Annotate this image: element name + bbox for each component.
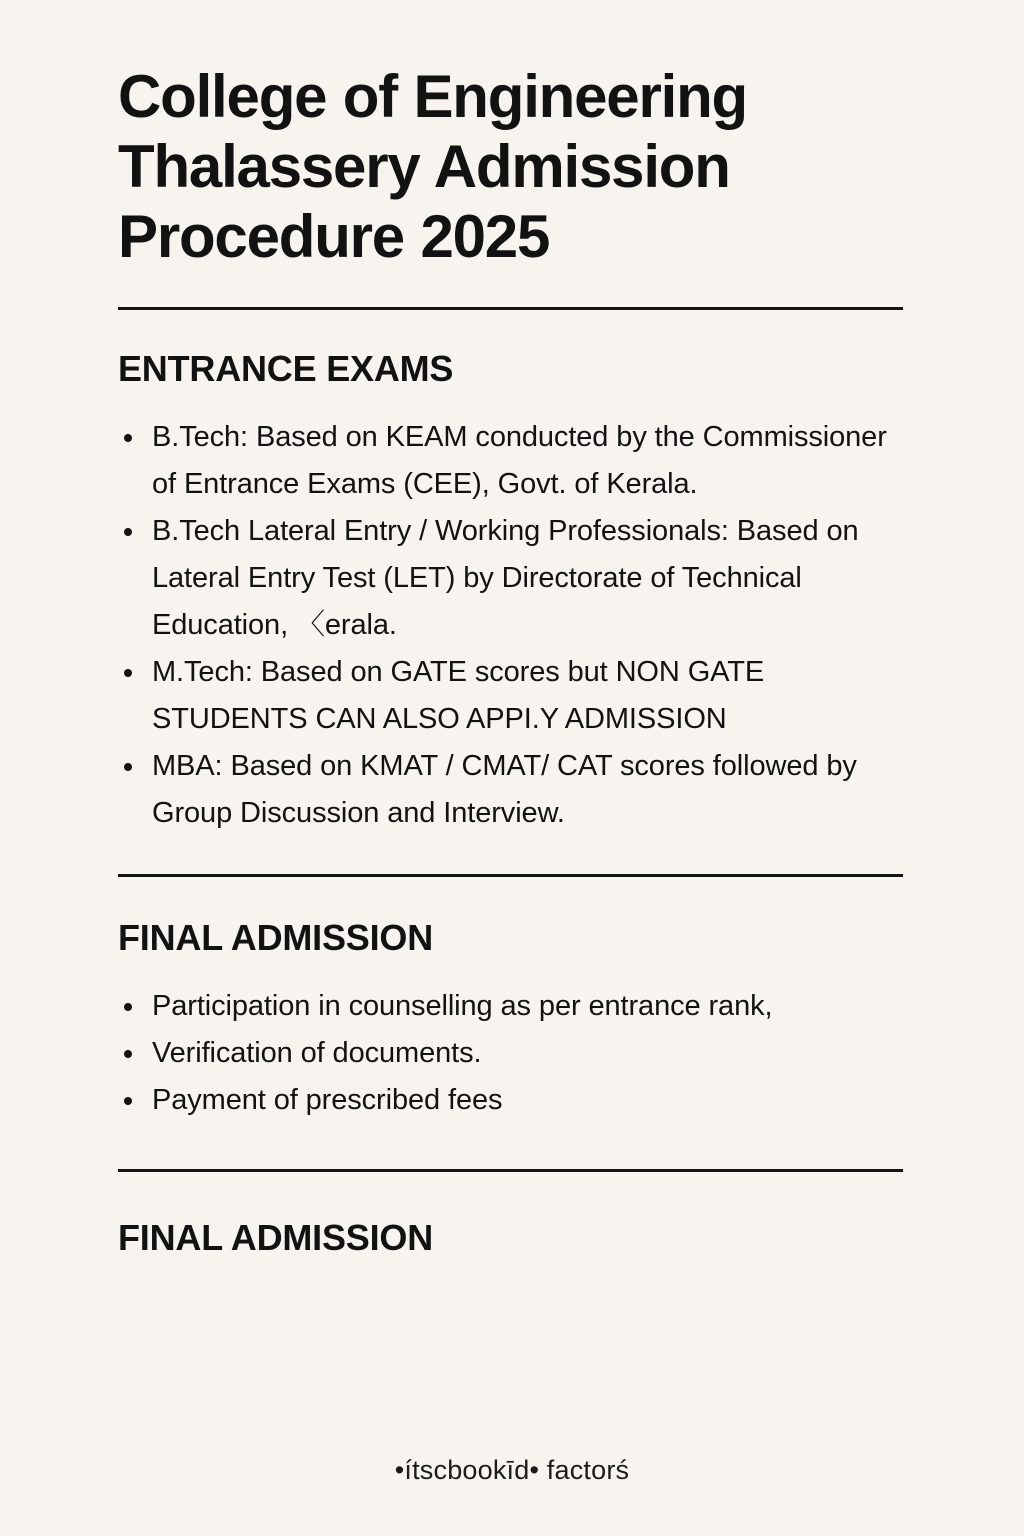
list-item: MBA: Based on KMAT / CMAT/ CAT scores followed by Group Discussion and Interview.: [118, 743, 906, 837]
section-heading-entrance-exams: ENTRANCE EXAMS: [118, 347, 454, 389]
section-heading-final-admission: FINAL ADMISSION: [118, 916, 434, 958]
footer-watermark: •ítscbookīd• factorś: [394, 1455, 630, 1485]
page-title: College of Engineering Thalassery Admission Procedure 2025: [118, 63, 747, 271]
entrance-exams-list: [118, 388, 906, 837]
list-item: M.Tech: Based on GATE scores but NON GATE STUDENTS CAN ALSO APPI.Y ADMISSION: [118, 649, 906, 743]
list-item: Payment of prescribed fees: [118, 1077, 906, 1124]
list-item: Participation in counselling as per entrance rank,: [118, 983, 906, 1030]
list-item: B.Tech Lateral Entry / Working Professionals: Based on Lateral Entry Test (LET) by Directorate of Technical Education, 〈erala.: [118, 508, 906, 649]
final-admission-list: [118, 957, 906, 1124]
list-item: Verification of documents.: [118, 1030, 906, 1077]
list-item: B.Tech: Based on KEAM conducted by the Commissioner of Entrance Exams (CEE), Govt. of Kerala.: [118, 414, 906, 508]
section-heading-final-admission-repeat: FINAL ADMISSION: [118, 1217, 434, 1259]
